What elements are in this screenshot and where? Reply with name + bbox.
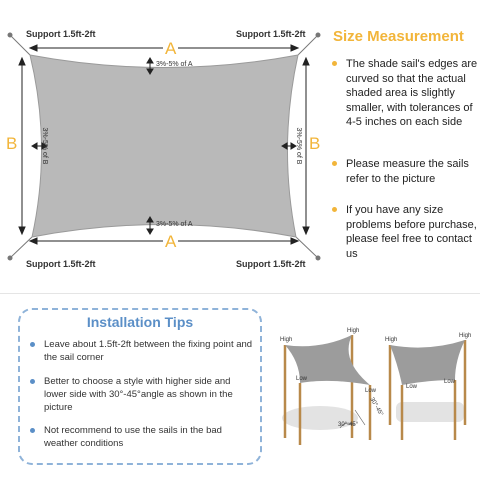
label-high-left-1: High — [280, 337, 293, 343]
support-label-bottom-right: Support 1.5ft-2ft — [236, 259, 306, 269]
bullet-icon — [30, 342, 35, 347]
label-low-left-2: Low — [365, 388, 377, 394]
arrow-down-icon — [303, 227, 309, 234]
installation-illustration-left — [282, 335, 370, 445]
support-label-top-left: Support 1.5ft-2ft — [26, 29, 96, 39]
size-measurement-list: The shade sail's edges are curved so that the actual shaded area is slightly smaller, with tolerances of 4-5 inches on each side Please measure the sails refer to the picture If you have any size problems before purchase, please feel free to contact us — [332, 57, 477, 277]
angle-label-side: 30°-45° — [368, 396, 384, 418]
installation-illustration-right — [390, 340, 465, 440]
tolerance-label-bottom: 3%-5% of A — [156, 221, 193, 228]
label-low-right-2: Low — [444, 379, 456, 385]
arrow-up-icon — [19, 58, 25, 65]
anchor-bottom-left — [8, 256, 12, 260]
tolerance-label-left: 3%-5% of B — [41, 127, 48, 165]
arrow-up-icon — [303, 58, 309, 65]
arrow-left-icon — [30, 238, 37, 244]
bullet-icon — [332, 161, 337, 166]
support-label-bottom-left: Support 1.5ft-2ft — [26, 259, 96, 269]
rope-bottom-left — [10, 237, 32, 258]
support-label-top-right: Support 1.5ft-2ft — [236, 29, 306, 39]
bullet-icon — [30, 379, 35, 384]
angle-label-bottom: 30°-45° — [338, 422, 359, 428]
arrow-right-icon — [291, 45, 298, 51]
label-b-left: B — [6, 134, 18, 153]
label-a-bottom: A — [165, 232, 177, 251]
tolerance-label-right: 3%-5% of B — [295, 127, 302, 165]
section-divider — [0, 293, 480, 294]
label-high-left-2: High — [347, 328, 360, 334]
rope-bottom-right — [296, 237, 318, 258]
label-high-right-1: High — [385, 337, 398, 343]
anchor-top-left — [8, 33, 12, 37]
label-a-top: A — [165, 39, 177, 58]
label-b-right: B — [309, 134, 321, 153]
label-low-right-1: Low — [406, 384, 418, 390]
arrow-down-icon — [19, 227, 25, 234]
anchor-bottom-right — [316, 256, 320, 260]
label-high-right-2: High — [459, 333, 472, 339]
bullet-icon — [30, 428, 35, 433]
size-measurement-title: Size Measurement — [333, 28, 464, 45]
arrow-left-icon — [30, 45, 37, 51]
bullet-icon — [332, 61, 337, 66]
shade-sail — [30, 55, 298, 237]
tolerance-label-top: 3%-5% of A — [156, 61, 193, 68]
label-low-left-1: Low — [296, 376, 308, 382]
arrow-right-icon — [291, 238, 298, 244]
installation-tips-title: Installation Tips — [86, 314, 194, 330]
anchor-top-right — [316, 33, 320, 37]
bullet-icon — [332, 207, 337, 212]
